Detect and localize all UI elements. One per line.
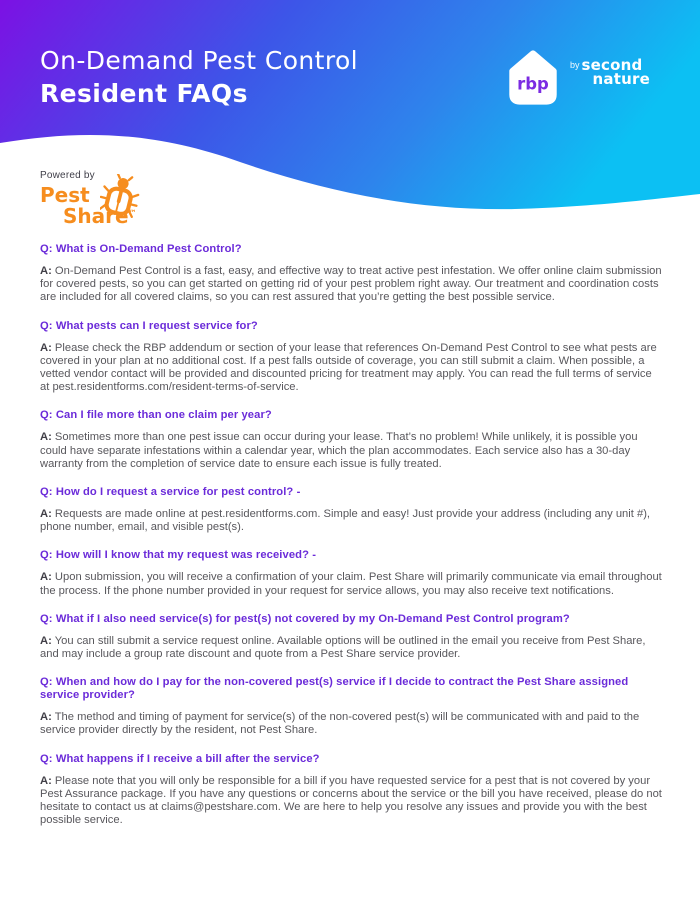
faq-item (40, 486, 662, 534)
answer-prefix: A: (40, 265, 52, 277)
faq-question: Q: How will I know that my request was received? - (40, 549, 317, 562)
answer-prefix: A: (40, 431, 52, 444)
answer-prefix: A: (40, 341, 52, 354)
second-nature-line2: nature (592, 70, 650, 88)
faq-answer (40, 571, 662, 597)
answer-text: You can still submit a service request online. Available options will be outlined in the email you receive from Pest Share, and may include a group rate discount and quote from a Pest Share service provider. (40, 634, 646, 661)
rbp-second-nature-logo (503, 46, 650, 110)
title-line-2: Resident FAQs (40, 79, 248, 108)
by-label: by (570, 60, 580, 70)
answer-prefix: A: (40, 508, 52, 521)
faq-answer (40, 635, 662, 661)
second-nature-wordmark (570, 58, 650, 86)
answer-prefix: A: (40, 774, 52, 787)
faq-item (40, 549, 662, 597)
answer-text: Please check the RBP addendum or section of your lease that references On-Demand Pest Control to see what pests are covered in your plan at no additional cost. If a pest falls outside of coverage, you can still submit a claim. When possible, a vetted vendor contact will be provided and discounted pricing for treatment may apply. You can read the full terms of service at pest.residentforms.com/resident-terms-of-service. (40, 341, 657, 394)
faq-answer (40, 431, 662, 471)
faq-answer (40, 265, 662, 305)
answer-text: Requests are made online at pest.residentforms.com. Simple and easy! Just provide your address (including any unit #), phone number, email, and visible pest(s). (40, 508, 651, 534)
faq-item (40, 409, 662, 471)
faq-item (40, 320, 662, 395)
faq-item (40, 676, 662, 737)
answer-prefix: A: (40, 571, 52, 584)
svg-text:rbp: rbp (517, 74, 549, 94)
rbp-house-icon (503, 46, 563, 110)
faq-question: Q: What is On-Demand Pest Control? (40, 243, 242, 255)
faq-item (40, 613, 662, 661)
faq-answer (40, 775, 662, 828)
page-title (40, 44, 358, 110)
powered-by-label: Powered by (40, 170, 95, 181)
second-nature-line1: second (581, 56, 643, 74)
faq-question: Q: What if I also need service(s) for pest(s) not covered by my On-Demand Pest Control program? (40, 612, 570, 625)
answer-text: Please note that you will only be responsible for a bill if you have requested service for a pest that is not covered by your Pest Assurance package. If you have any questions or concerns about the service or the bill you have received, please do not hesitate to contact us at claims@pestshare.com. We are here to help you resolve any issues and provide you with the best possible service. (40, 774, 662, 827)
title-line-1: On-Demand Pest Control (40, 46, 359, 75)
bug-icon (100, 174, 140, 218)
faq-item (40, 753, 662, 828)
answer-prefix: A: (40, 711, 52, 724)
faq-question: Q: Can I file more than one claim per year? (40, 409, 272, 422)
faq-answer (40, 711, 662, 737)
faq-question: Q: What happens if I receive a bill after the service? (40, 752, 320, 765)
faq-answer (40, 508, 662, 534)
share-wordmark: Share™ (63, 204, 137, 228)
answer-text: On-Demand Pest Control is a fast, easy, and effective way to treat active pest infestation. We offer online claim submission for covered pests, so you can get started on getting rid of your pest problem right away. Our treatment and coordination costs are included for all covered claims, so you can rest assured that you’re getting the best possible service. (40, 265, 662, 304)
answer-text: Sometimes more than one pest issue can occur during your lease. That’s no problem! While unlikely, it is possible you could have separate infestations within a calendar year, which the plan accommodates. Each service also has a 30-day warranty from the completion of service date to ensure each issue is fully treated. (40, 431, 638, 470)
faq-answer (40, 342, 662, 395)
pest-share-logo (40, 170, 180, 240)
faq-question: Q: When and how do I pay for the non-covered pest(s) service if I decide to contract the Pest Share assigned service provider? (40, 676, 629, 702)
trademark-symbol: ™ (128, 208, 137, 218)
answer-text: The method and timing of payment for service(s) of the non-covered pest(s) will be communicated with and paid to the service provider directly by the resident, not Pest Share. (40, 711, 640, 737)
answer-prefix: A: (40, 634, 52, 647)
faq-item (40, 243, 662, 305)
faq-question: Q: What pests can I request service for? (40, 319, 258, 332)
answer-text: Upon submission, you will receive a confirmation of your claim. Pest Share will primarily communicate via email throughout the process. If the phone number provided in your request for service allows, you may also receive text notifications. (40, 571, 662, 597)
pest-wordmark: Pest (40, 183, 90, 207)
faq-list (40, 243, 662, 842)
faq-question: Q: How do I request a service for pest control? - (40, 486, 301, 499)
